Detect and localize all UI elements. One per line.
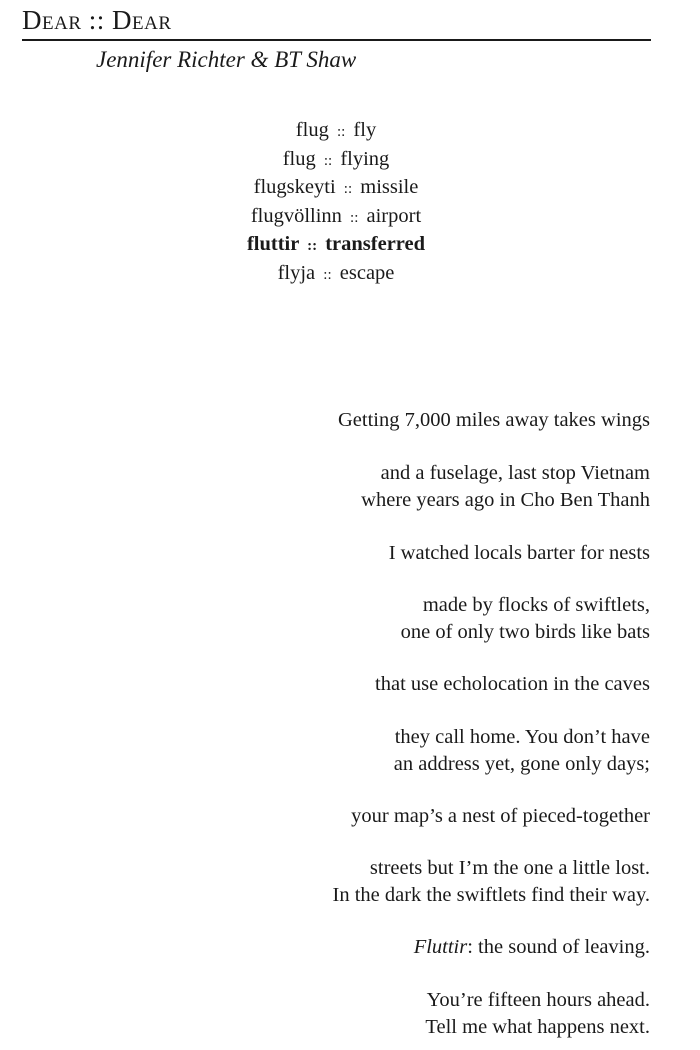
- glossary: [0, 117, 672, 288]
- poem-line: your map’s a nest of pieced-together: [351, 805, 650, 827]
- poem-stanza: [361, 460, 650, 514]
- poem-stanza: [425, 987, 650, 1041]
- poem-line: In the dark the swiftlets find their way.: [332, 884, 650, 906]
- poem-line: they call home. You don’t have: [394, 726, 650, 748]
- title-divider: [22, 39, 651, 41]
- poem-line: streets but I’m the one a little lost.: [369, 857, 650, 879]
- poem-line: Tell me what happens next.: [425, 1016, 650, 1038]
- poem-italic-word: Fluttir: [413, 936, 468, 958]
- glossary-entry-highlighted: fluttir :: transferred: [246, 233, 426, 255]
- poem-stanza: [389, 540, 650, 567]
- poem-stanza: [333, 855, 650, 909]
- poem-stanza: [394, 724, 650, 778]
- poem-line: made by flocks of swiftlets,: [422, 594, 650, 616]
- glossary-entry: flugvöllinn :: airport: [250, 204, 422, 227]
- poem-line: where years ago in Cho Ben Thanh: [361, 489, 650, 511]
- poem-line: and a fuselage, last stop Vietnam: [380, 462, 650, 484]
- glossary-entry: flugskeyti :: missile: [253, 176, 419, 198]
- poem-line: an address yet, gone only days;: [393, 753, 650, 775]
- poem-line: You’re fifteen hours ahead.: [426, 989, 650, 1011]
- poem-line: Getting 7,000 miles away takes wings: [337, 409, 650, 431]
- poem-line: I watched locals barter for nests: [388, 542, 650, 564]
- poem-stanza: [375, 671, 650, 698]
- poem-stanza: [401, 592, 650, 646]
- poem-authors: Jennifer Richter & BT Shaw: [96, 47, 357, 72]
- glossary-entry: flug :: flying: [282, 147, 390, 170]
- poem-title: Dear :: Dear: [22, 5, 172, 35]
- poem-line: one of only two birds like bats: [400, 621, 650, 643]
- poem-stanza: [414, 934, 650, 961]
- poem-line: that use echolocation in the caves: [375, 673, 650, 695]
- poem-line: Fluttir: the sound of leaving.: [413, 936, 650, 958]
- poem-stanza: [338, 407, 650, 434]
- glossary-entry: flug :: fly: [295, 119, 377, 141]
- poem-stanza: [351, 803, 650, 830]
- glossary-entry: flyja :: escape: [277, 261, 395, 284]
